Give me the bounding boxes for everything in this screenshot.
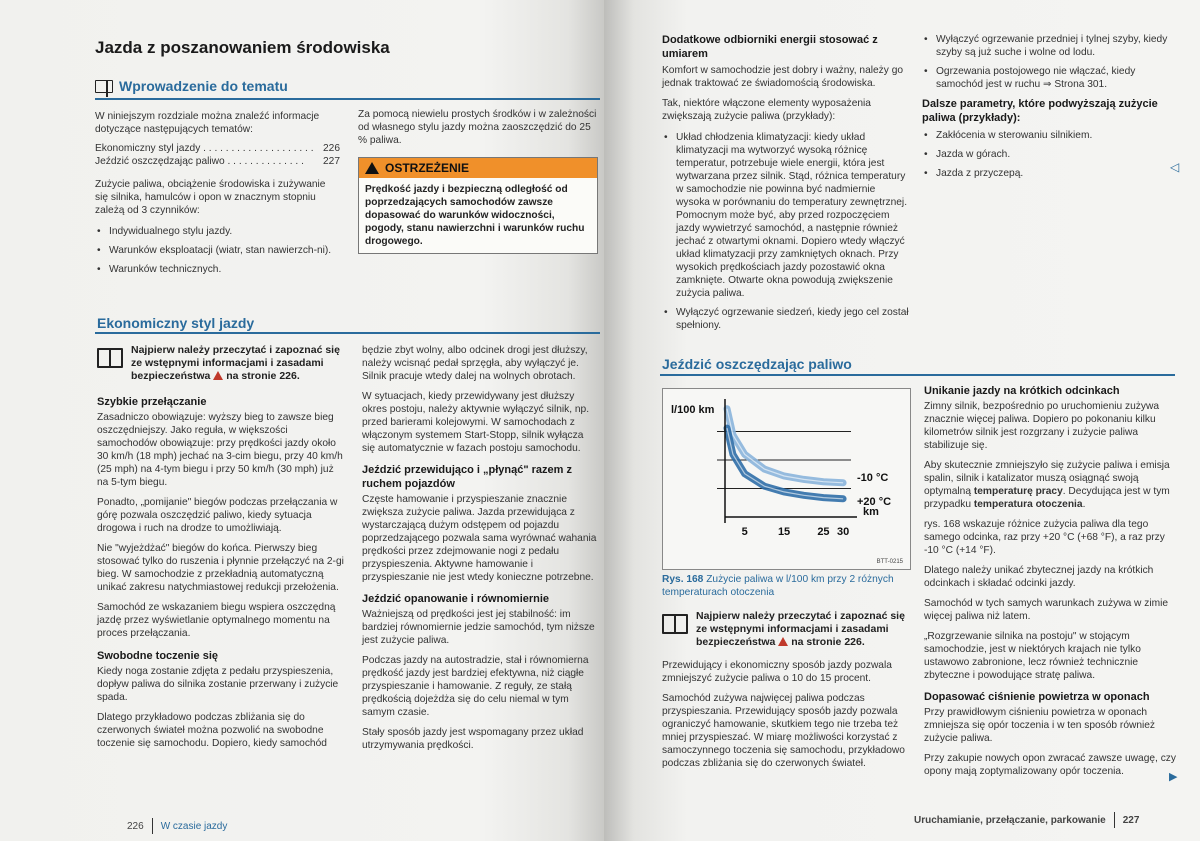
section-title: Szybkie przełączanie: [97, 396, 207, 408]
paragraph: Przy prawidłowym ciśnieniu powietrza w oponach zmniejsza się opór toczenia i w ten sposób również zużycie paliwa.: [924, 707, 1156, 744]
paragraph: Komfort w samochodzie jest dobry i ważny, należy go jednak traktować ze świadomością środowiska.: [662, 65, 904, 89]
notice-text-b[interactable]: na stronie 226.: [226, 370, 300, 382]
x-tick-label: 15: [777, 526, 791, 538]
page-number: 227: [1122, 814, 1140, 826]
list-item: • Indywidualnego stylu jazdy.: [95, 225, 340, 238]
notice: [662, 610, 910, 649]
paragraph: Dlatego przykładowo podczas zbliżania się do czerwonych świateł można pozwolić na swobodne toczenie się samochodu. Dopiero, kiedy samochód: [97, 712, 327, 749]
paragraph: Zasadniczo obowiązuje: wyższy bieg to zawsze bieg oszczędniejszy. Jako reguła, w większości samochodów obowiązuje: przy prędkości jazdy około 30 km/h (18 mph) jechać na 3-cim biegu, przy 40 km/h (25 mph) na 4-tym biegu i przy 50 km/h (30 mph) już na 5-tym biegu.: [97, 412, 343, 488]
paragraph: będzie zbyt wolny, albo odcinek drogi jest dłuższy, należy wcisnąć pedał sprzęgła, aby wyłączyć je. Silnik pracuje wtedy dalej na wolnych obrotach.: [362, 345, 588, 382]
toc-page: 227: [323, 156, 340, 167]
list-item: • Wyłączyć ogrzewanie siedzeń, kiedy jego cel został spełniony.: [662, 306, 910, 332]
notice-text-a: Najpierw należy przeczytać i zapoznać się ze wstępnymi informacjami i zasadami bezpieczeństwa: [696, 610, 905, 648]
chart-text: [671, 404, 904, 565]
figure-caption-text: Zużycie paliwa w l/100 km przy 2 różnych temperaturach otoczenia: [662, 574, 894, 598]
notice-text: [696, 610, 910, 649]
list-item: • Układ chłodzenia klimatyzacji: kiedy układ klimatyzacji ma wytworzyć wysoką różnicę temperatur, potrzebuje wiele energii, która jest wytwarzana przez silnik. Stąd, różnica temperatury w samochodzie nie powinna być nadmiernie wysoka w porównaniu do temperatury zewnętrznej. Pomocnym może być, aby przed rozpoczęciem jazdy wywietrzyć samochód, a następnie również jechać z otwartymi oknami. Dopiero wtedy włączyć układ klimatyzacji przy zamkniętych oknach. Przy wysokich prędkościach jazdy pozostawić okna zamknięte. Otwarte okna powodują zwiększenie zużycia paliwa.: [662, 131, 910, 300]
section-title: Dopasować ciśnienie powietrza w oponach: [924, 691, 1150, 703]
paragraph: Nie "wyjeżdżać" biegów do końca. Pierwszy bieg stosować tylko do ruszenia i płynnie przełączyć na 2-gi bieg. W samochodzie z przekładnią automatyczną unikać zakresu natychmiastowej redukcji przełożenia.: [97, 543, 344, 593]
eco-rule: [95, 332, 600, 334]
text-run-bold: temperaturę pracy: [973, 486, 1063, 497]
paragraph: Zimny silnik, bezpośrednio po uruchomieniu zużywa znacznie więcej paliwa. Dopiero po pokonaniu kilku kilometrów silnik jest rozgrzany i zużycie paliwa stabilizuje się.: [924, 401, 1159, 451]
list-item: • Jazda w górach.: [922, 148, 1174, 161]
footer-divider: [152, 818, 153, 834]
book-icon: [97, 348, 123, 368]
text-run: . Decydująca jest w tym przypadku: [924, 486, 1170, 510]
intro-col-1: [95, 110, 340, 282]
list-item: • Zakłócenia w sterowaniu silnikiem.: [922, 129, 1174, 142]
bullet-list: [922, 33, 1174, 91]
toc: [95, 142, 340, 168]
save-heading: Jeździć oszczędzając paliwo: [662, 356, 852, 372]
toc-label: Ekonomiczny styl jazdy . . . . . . . . . . . . . . . . . . . .: [95, 143, 314, 154]
list-item: • Wyłączyć ogrzewanie przedniej i tylnej szyby, kiedy szyby są już suche i wolne od lodu.: [922, 33, 1174, 59]
book-icon: [95, 80, 113, 93]
warning-header: [359, 158, 597, 178]
right-footer: [914, 812, 1139, 828]
page-title: Jazda z poszanowaniem środowiska: [95, 38, 390, 57]
intro-rule: [95, 98, 600, 100]
section-title: Jeździć opanowanie i równomiernie: [362, 593, 550, 605]
section-title: Jeździć przewidująco i „płynąć" razem z ruchem pojazdów: [362, 464, 573, 490]
section-title: Dalsze parametry, które podwyższają zużycie paliwa (przykłady):: [922, 98, 1158, 124]
section-title: Dodatkowe odbiorniki energii stosować z umiarem: [662, 34, 878, 60]
series-label: -10 °C: [857, 471, 889, 484]
warning-box: [358, 157, 598, 254]
intro-col-2: [358, 108, 598, 254]
figure-number: Rys. 168: [662, 574, 704, 585]
paragraph: Częste hamowanie i przyspieszanie znacznie zwiększa zużycie paliwa. Jazda przewidująca z wystarczającą dużym odstępem od pojazdu poprzedzającego pozwala sama wyrównać wahania prędkości przez zdejmowanie nogi z pedału przyspieszenia. Aktywne hamowanie i przyspieszanie nie jest wtedy konieczne potrzebne.: [362, 494, 597, 583]
intro-paragraph-3: Za pomocą niewielu prostych środków i w zależności od własnego stylu jazdy można zaoszczędzić do 25 % paliwa.: [358, 109, 597, 146]
text-run: Aby skutecznie zmniejszyło się zużycie paliwa i emisja spalin, silnik i katalizator muszą osiągnąć swoją optymalną: [924, 460, 1170, 497]
section-title: Unikanie jazdy na krótkich odcinkach: [924, 385, 1120, 397]
bullet-list: [922, 129, 1174, 180]
footer-divider: [1114, 812, 1115, 828]
list-item: • Jazda z przyczepą.: [922, 167, 1174, 180]
y-axis-label: l/100 km: [671, 404, 715, 416]
paragraph: „Rozgrzewanie silnika na postoju" w stojącym samochodzie, jest w niektórych krajach nie tylko ustawowo zabronione, lecz również technicznie zbyteczne i powodujące stratę paliwa.: [924, 631, 1141, 681]
bullet-list: [662, 131, 910, 332]
figure-code: BTT-0215: [876, 559, 903, 565]
left-footer: [127, 818, 227, 834]
fuel-chart-svg: [663, 389, 910, 569]
warning-icon: [365, 162, 379, 174]
toc-page: 226: [323, 143, 340, 154]
save-col-1: [662, 610, 910, 770]
intro-paragraph-1: W niniejszym rozdziale można znaleźć informacje dotyczące następujących tematów:: [95, 111, 320, 135]
paragraph: Ważniejszą od prędkości jest jej stabilność: im bardziej równomiernie jedzie samochód, tym niższe jest zużycie paliwa.: [362, 609, 595, 646]
paragraph: Aby skutecznie zmniejszyło się zużycie paliwa i emisja spalin, silnik i katalizator muszą osiągnąć swoją optymalną temperaturę pracy. Decydująca jest w tym przypadku temperatura otoczenia.: [924, 460, 1170, 510]
footer-section: W czasie jazdy: [160, 820, 228, 832]
paragraph: Podczas jazdy na autostradzie, stał i równomierna prędkość jazdy jest bardziej efektywna, niż ciągłe przyspieszanie i hamowanie. Z reguły, ze stałą prędkością dojeżdża się do celu niemal w tym samym czasie.: [362, 655, 589, 718]
paragraph: Ponadto, „pomijanie" biegów podczas przełączania w górę pozwala oszczędzić paliwo, kiedy sytuacja drogowa i ruch na drodze to umożliwiają.: [97, 497, 338, 534]
section-end-icon: ◁: [1170, 160, 1180, 174]
intro-paragraph-2: Zużycie paliwa, obciążenie środowiska i zużywanie się silnika, hamulców i opon w znacznym stopniu zależą od 3 czynników:: [95, 179, 326, 216]
toc-label: Jeździć oszczędzając paliwo . . . . . . . . . . . . . .: [95, 156, 304, 167]
top-col-1: [662, 33, 910, 338]
paragraph: Samochód zużywa najwięcej paliwa podczas przyspieszania. Przewidujący sposób jazdy pozwala ograniczyć hamowanie, skutkiem tego nie trzeba też mniej przyspieszać. W miarę możliwości korzystać z samoczynnego toczenia się samochodu, przykładowo podczas zbliżania się do czerwonych świateł.: [662, 693, 905, 769]
notice-text: [131, 344, 347, 383]
eco-heading: Ekonomiczny styl jazdy: [97, 315, 255, 331]
footer-section: Uruchamianie, przełączanie, parkowanie: [914, 814, 1106, 826]
paragraph: Dlatego należy unikać zbytecznej jazdy na krótkich odcinkach i składać odcinki jazdy.: [924, 565, 1154, 589]
toc-item[interactable]: [95, 155, 340, 168]
top-col-2: [922, 33, 1174, 186]
chart-axes: [725, 399, 857, 523]
eco-col-2: [362, 344, 598, 752]
intro-header: [95, 78, 288, 94]
x-tick-label: 25: [817, 526, 830, 538]
right-page: [604, 0, 1200, 841]
notice: [97, 344, 347, 383]
eco-col-1: [97, 344, 347, 750]
warning-title: OSTRZEŻENIE: [385, 160, 470, 175]
paragraph: Przewidujący i ekonomiczny sposób jazdy pozwala zmniejszyć zużycie paliwa o 10 do 15 procent.: [662, 660, 892, 684]
text-run-bold: temperatura otoczenia: [973, 499, 1083, 510]
x-axis-label: km: [863, 506, 879, 518]
page-number: 226: [127, 820, 144, 832]
paragraph: W sytuacjach, kiedy przewidywany jest dłuższy okres postoju, należy aktywnie wyłączyć silnik, np. przed barierami kolejowymi. W samochodach z włączonym systemem Start-Stopp, silnik wyłącza się automatycznie w fazach postoju samochodu.: [362, 391, 590, 454]
toc-item[interactable]: [95, 142, 340, 155]
figure-caption: [662, 573, 910, 599]
list-item: • Warunków eksploatacji (wiatr, stan nawierzch-ni).: [95, 244, 340, 257]
x-tick-label: 30: [837, 526, 850, 538]
save-col-2: [924, 384, 1176, 778]
paragraph: Tak, niektóre włączone elementy wyposażenia zwiększają zużycie paliwa (przykłady):: [662, 98, 871, 122]
series-label: +20 °C: [857, 495, 892, 508]
notice-text-b[interactable]: na stronie 226.: [791, 636, 865, 648]
next-page-icon: ▶: [1169, 771, 1178, 783]
intro-bullets: [95, 225, 340, 276]
fuel-chart: [662, 388, 911, 570]
save-rule: [660, 374, 1175, 376]
warning-icon: [213, 371, 223, 380]
paragraph: Przy zakupie nowych opon zwracać zawsze uwagę, czy opony mają zoptymalizowany opór toczenia.: [924, 753, 1176, 777]
warning-text: Prędkość jazdy i bezpieczną odległość od poprzedzających samochodów zawsze dopasować do warunków widoczności, pogody, stanu nawierzchni i warunków ruchu drogowego.: [365, 184, 585, 247]
list-item: • Warunków technicznych.: [95, 263, 340, 276]
notice-text-a: Najpierw należy przeczytać i zapoznać się ze wstępnymi informacjami i zasadami bezpieczeństwa: [131, 344, 340, 382]
intro-heading: Wprowadzenie do tematu: [119, 78, 288, 94]
paragraph: Kiedy noga zostanie zdjęta z pedału przyspieszenia, dopływ paliwa do silnika zostanie przerwany i zużycie spada.: [97, 666, 339, 703]
chart-lines: [727, 409, 843, 499]
x-tick-label: 5: [741, 526, 748, 538]
paragraph: Samochód ze wskazaniem biegu wspiera oszczędną jazdę przez wyświetlanie optymalnego momentu na proces przełączania.: [97, 602, 336, 639]
paragraph: Samochód w tych samych warunkach zużywa w zimie więcej paliwa niż latem.: [924, 598, 1169, 622]
section-title: Swobodne toczenie się: [97, 650, 219, 662]
warning-icon: [778, 637, 788, 646]
paragraph: Stały sposób jazdy jest wspomagany przez układ utrzymywania prędkości.: [362, 727, 584, 751]
list-item: • Ogrzewania postojowego nie włączać, kiedy samochód jest w ruchu ⇒ Strona 301.: [922, 65, 1174, 91]
paragraph: rys. 168 wskazuje różnice zużycia paliwa dla tego samego odcinka, raz przy +20 °C (+68 °F), a raz przy -10 °C (+14 °F).: [924, 519, 1165, 556]
book-icon: [662, 614, 688, 634]
